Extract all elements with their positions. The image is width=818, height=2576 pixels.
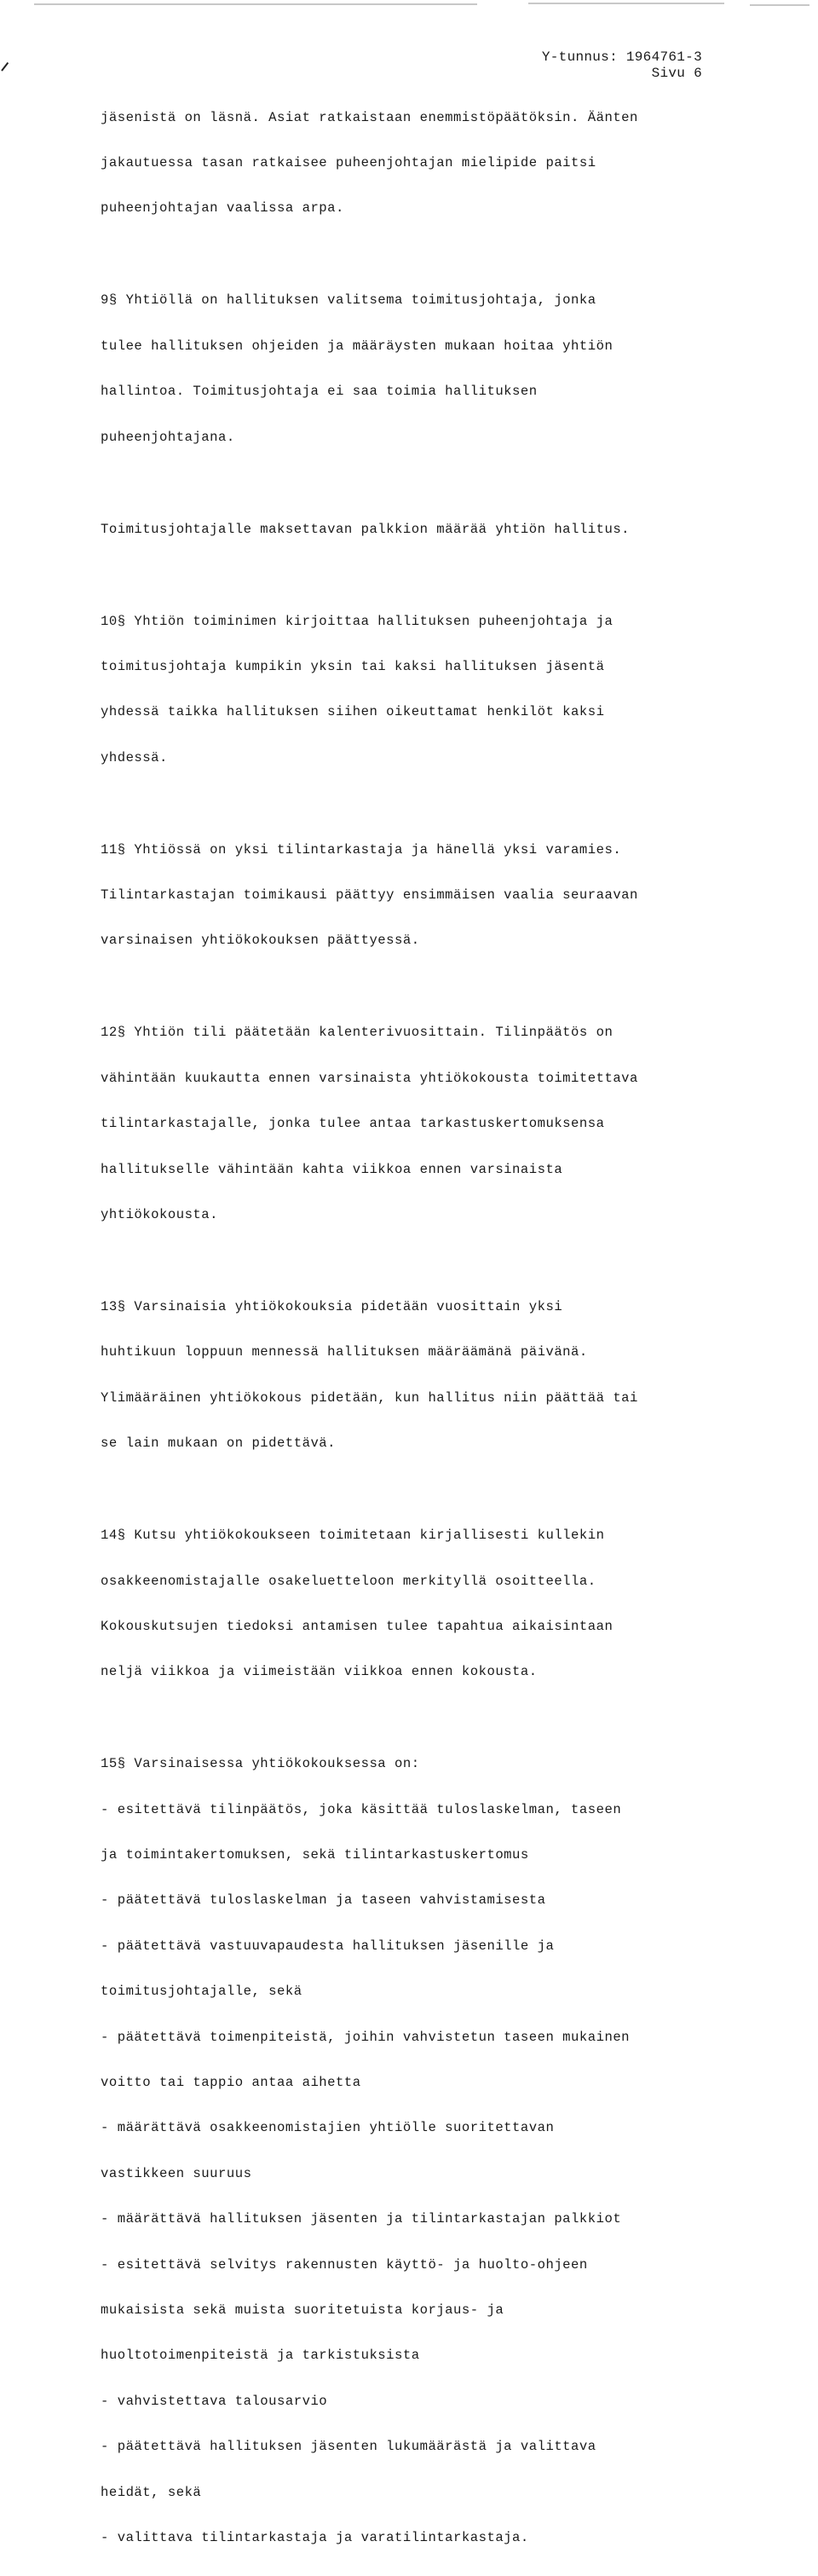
text-line: voitto tai tappio antaa aihetta bbox=[101, 2075, 361, 2091]
text-line: osakkeenomistajalle osakeluetteloon merkityllä osoitteella. bbox=[101, 1573, 596, 1589]
list-item: - valittava tilintarkastaja ja varatilintarkastaja. bbox=[101, 2529, 529, 2545]
list-item: - päätettävä toimenpiteistä, joihin vahvistetun taseen mukainen bbox=[101, 2029, 631, 2045]
margin-mark bbox=[1, 62, 9, 72]
text-line: Kokouskutsujen tiedoksi antamisen tulee tapahtua aikaisintaan bbox=[101, 1618, 614, 1634]
section-9 bbox=[101, 263, 723, 476]
text-line: tulee hallituksen ohjeiden ja määräysten mukaan hoitaa yhtiön bbox=[101, 338, 614, 354]
text-line: toimitusjohtaja kumpikin yksin tai kaksi hallituksen jäsentä bbox=[101, 658, 605, 674]
text-line: toimitusjohtajalle, sekä bbox=[101, 1984, 302, 2000]
text-line: vähintään kuukautta ennen varsinaista yhtiökokousta toimitettava bbox=[101, 1070, 638, 1086]
text-line: heidät, sekä bbox=[101, 2484, 202, 2500]
list-item: - vahvistettava talousarvio bbox=[101, 2393, 328, 2409]
text-line: 12§ Yhtiön tili päätetään kalenterivuosittain. Tilinpäätös on bbox=[101, 1025, 614, 1041]
paragraph-board-voting bbox=[101, 80, 723, 247]
text-line: 11§ Yhtiössä on yksi tilintarkastaja ja hänellä yksi varamies. bbox=[101, 841, 622, 858]
text-line: yhtiökokousta. bbox=[101, 1206, 219, 1222]
text-line: hallitukselle vähintään kahta viikkoa ennen varsinaista bbox=[101, 1161, 563, 1177]
text-line: jäsenistä on läsnä. Asiat ratkaistaan enemmistöpäätöksin. Äänten bbox=[101, 109, 638, 125]
text-line: puheenjohtajana. bbox=[101, 429, 235, 445]
text-line: huoltotoimenpiteistä ja tarkistuksista bbox=[101, 2348, 420, 2364]
text-line: varsinaisen yhtiökokouksen päättyessä. bbox=[101, 933, 420, 949]
paragraph-ceo-salary bbox=[101, 492, 723, 568]
section-14 bbox=[101, 1499, 723, 1711]
text-line: Ylimääräinen yhtiökokous pidetään, kun hallitus niin päättää tai bbox=[101, 1389, 638, 1406]
text-line: huhtikuun loppuun mennessä hallituksen määräämänä päivänä. bbox=[101, 1344, 588, 1360]
text-line: ja toimintakertomuksen, sekä tilintarkastuskertomus bbox=[101, 1847, 529, 1863]
text-line: 10§ Yhtiön toiminimen kirjoittaa hallituksen puheenjohtaja ja bbox=[101, 613, 614, 629]
list-item: - määrättävä osakkeenomistajien yhtiölle suoritettavan bbox=[101, 2120, 555, 2136]
text-line: Toimitusjohtajalle maksettavan palkkion määrää yhtiön hallitus. bbox=[101, 521, 631, 537]
text-line: 9§ Yhtiöllä on hallituksen valitsema toimitusjohtaja, jonka bbox=[101, 292, 596, 309]
document-body bbox=[101, 80, 723, 2576]
text-line: jakautuessa tasan ratkaisee puheenjohtajan mielipide paitsi bbox=[101, 154, 596, 170]
list-item: - päätettävä tuloslaskelman ja taseen vahvistamisesta bbox=[101, 1892, 546, 1909]
text-line: vastikkeen suuruus bbox=[101, 2165, 252, 2181]
text-line: hallintoa. Toimitusjohtaja ei saa toimia hallituksen bbox=[101, 384, 538, 400]
text-line: 13§ Varsinaisia yhtiökokouksia pidetään vuosittain yksi bbox=[101, 1298, 563, 1314]
section-11 bbox=[101, 812, 723, 979]
text-line: puheenjohtajan vaalissa arpa. bbox=[101, 200, 344, 217]
section-12 bbox=[101, 996, 723, 1254]
page-number: Sivu 6 bbox=[651, 66, 702, 81]
section-13 bbox=[101, 1269, 723, 1481]
section-10 bbox=[101, 584, 723, 796]
list-item: - esitettävä tilinpäätös, joka käsittää tuloslaskelman, taseen bbox=[101, 1801, 622, 1817]
list-item: - määrättävä hallituksen jäsenten ja tilintarkastajan palkkiot bbox=[101, 2211, 622, 2227]
list-item: - päätettävä hallituksen jäsenten lukumäärästä ja valittava bbox=[101, 2439, 596, 2455]
page-header bbox=[542, 49, 702, 82]
text-line: Tilintarkastajan toimikausi päättyy ensimmäisen vaalia seuraavan bbox=[101, 887, 638, 904]
text-line: 15§ Varsinaisessa yhtiökokouksessa on: bbox=[101, 1756, 420, 1772]
text-line: yhdessä taikka hallituksen siihen oikeuttamat henkilöt kaksi bbox=[101, 704, 605, 720]
text-line: mukaisista sekä muista suoritetuista korjaus- ja bbox=[101, 2302, 504, 2318]
list-item: - esitettävä selvitys rakennusten käyttö- ja huolto-ohjeen bbox=[101, 2256, 588, 2273]
text-line: yhdessä. bbox=[101, 749, 168, 765]
business-id: Y-tunnus: 1964761-3 bbox=[541, 49, 702, 65]
section-15 bbox=[101, 1727, 723, 2576]
text-line: neljä viikkoa ja viimeistään viikkoa ennen kokousta. bbox=[101, 1664, 538, 1680]
scan-edge bbox=[0, 0, 818, 9]
text-line: 14§ Kutsu yhtiökokoukseen toimitetaan kirjallisesti kullekin bbox=[101, 1528, 605, 1544]
list-item: - päätettävä vastuuvapaudesta hallituksen jäsenille ja bbox=[101, 1938, 555, 1954]
text-line: se lain mukaan on pidettävä. bbox=[101, 1435, 337, 1452]
text-line: tilintarkastajalle, jonka tulee antaa tarkastuskertomuksensa bbox=[101, 1116, 605, 1132]
